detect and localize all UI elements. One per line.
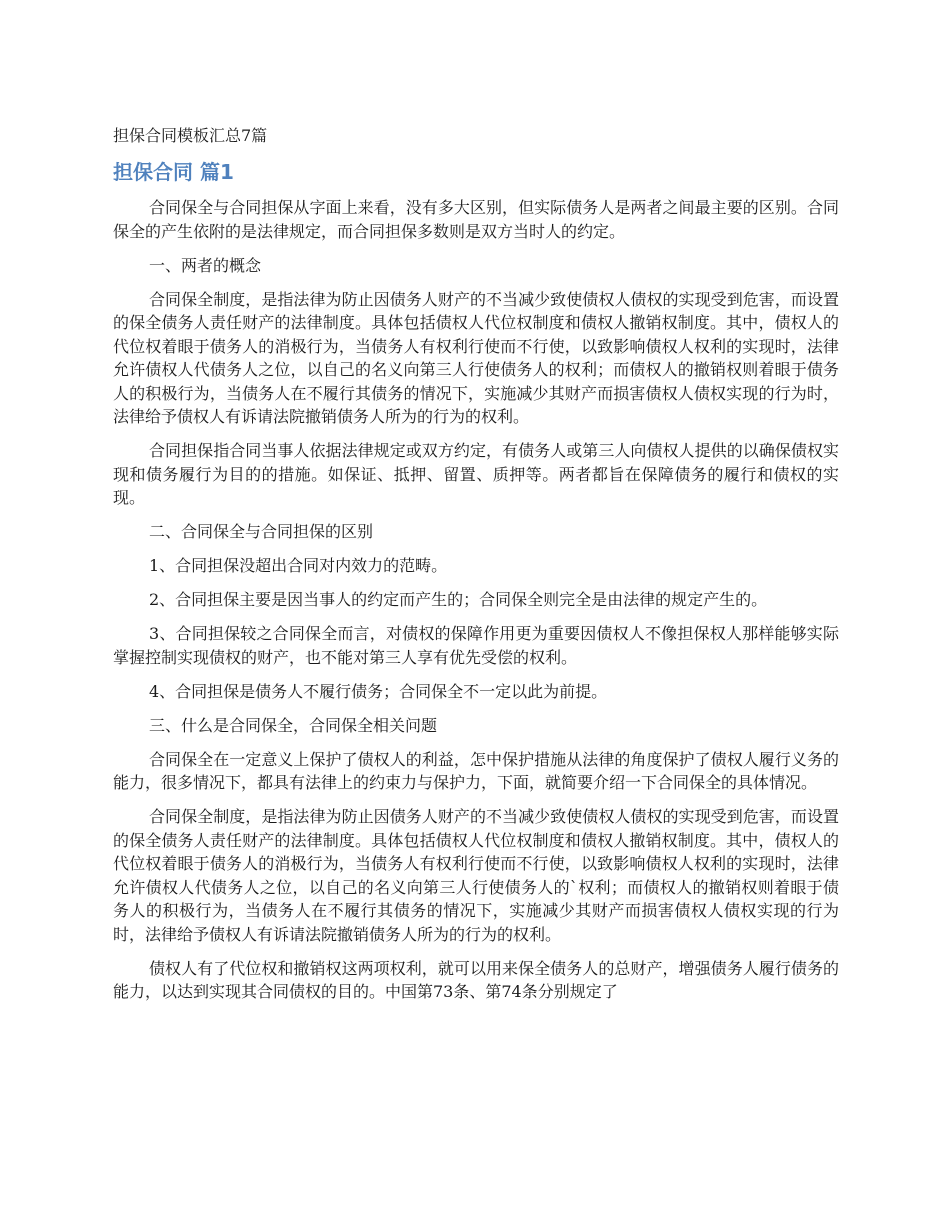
document-page xyxy=(113,124,839,1014)
paragraph-intro: 合同保全与合同担保从字面上来看，没有多大区别，但实际债务人是两者之间最主要的区别。合同保全的产生依附的是法律规定，而合同担保多数则是双方当时人的约定。 xyxy=(113,198,839,241)
paragraph-preservation-definition: 合同保全制度，是指法律为防止因债务人财产的不当减少致使债权人债权的实现受到危害，而设置的保全债务人责任财产的法律制度。具体包括债权人代位权制度和债权人撤销权制度。其中，债权人的代位权着眼于债务人的消极行为，当债务人有权利行使而不行使，以致影响债权人权利的实现时，法律允许债权人代债务人之位，以自己的名义向第三人行使债务人的权利；而债权人的撤销权则着眼于债务人的积极行为，当债务人在不履行其债务的情况下，实施减少其财产而损害债权人债权实现的行为时，法律给予债权人有诉请法院撤销债务人所为的行为的权利。 xyxy=(113,289,839,426)
subheading-differences: 二、合同保全与合同担保的区别 xyxy=(149,522,374,541)
list-item-difference-1: 1、合同担保没超出合同对内效力的范畴。 xyxy=(149,556,448,575)
document-title: 担保合同模板汇总7篇 xyxy=(113,126,268,145)
list-item-difference-2: 2、合同担保主要是因当事人的约定而产生的；合同保全则完全是由法律的规定产生的。 xyxy=(149,590,768,609)
list-item-difference-4: 4、合同担保是债务人不履行债务；合同保全不一定以此为前提。 xyxy=(149,681,608,701)
subheading-what-is-preservation: 三、什么是合同保全，合同保全相关问题 xyxy=(149,715,438,735)
paragraph-preservation-intro: 合同保全在一定意义上保护了债权人的利益，怎中保护措施从法律的角度保护了债权人履行义务的能力，很多情况下，都具有法律上的约束力与保护力，下面，就简要介绍一下合同保全的具体情况。 xyxy=(113,749,839,792)
list-item-difference-3: 3、合同担保较之合同保全而言，对债权的保障作用更为重要因债权人不像担保权人那样能够实际掌握控制实现债权的财产，也不能对第三人享有优先受偿的权利。 xyxy=(113,624,839,667)
paragraph-creditor-rights: 债权人有了代位权和撤销权这两项权利，就可以用来保全债务人的总财产，增强债务人履行债务的能力，以达到实现其合同债权的目的。中国第73条、第74条分别规定了 xyxy=(113,958,839,1001)
subheading-concepts: 一、两者的概念 xyxy=(149,255,262,275)
paragraph-preservation-system: 合同保全制度，是指法律为防止因债务人财产的不当减少致使债权人债权的实现受到危害，而设置的保全债务人责任财产的法律制度。具体包括债权人代位权制度和债权人撤销权制度。其中，债权人的代位权着眼于债务人的消极行为，当债务人有权利行使而不行使，以致影响债权人权利的实现时，法律允许债权人代债务人之位，以自己的名义向第三人行使债务人的`权利；而债权人的撤销权则着眼于债务人的积极行为，当债务人在不履行其债务的情况下，实施减少其财产而损害债权人债权实现的行为时，法律给予债权人有诉请法院撤销债务人所为的行为的权利。 xyxy=(113,807,839,944)
paragraph-guarantee-definition: 合同担保指合同当事人依据法律规定或双方约定，有债务人或第三人向债权人提供的以确保债权实现和债务履行为目的的措施。如保证、抵押、留置、质押等。两者都旨在保障债务的履行和债权的实现。 xyxy=(113,441,839,507)
section-heading: 担保合同 篇1 xyxy=(113,160,234,184)
